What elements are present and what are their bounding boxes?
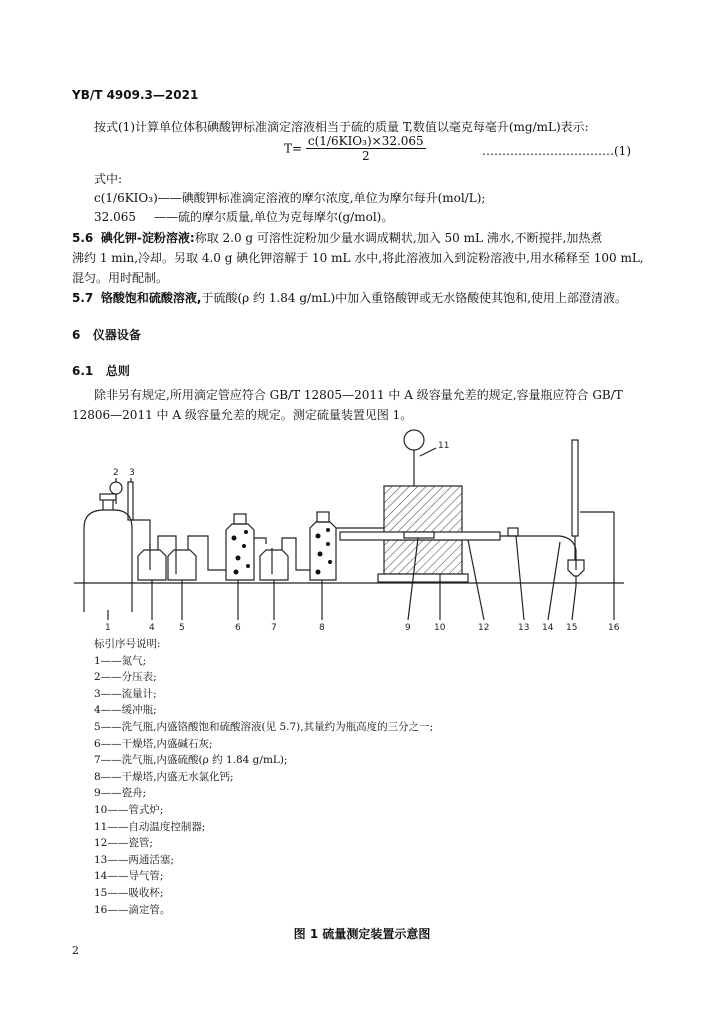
drying-tower (226, 524, 254, 580)
clause-number: 5.6 (72, 231, 94, 245)
label-12: 12 (478, 623, 490, 633)
legend-title: 标引序号说明: (94, 638, 161, 650)
apparatus-diagram (0, 420, 724, 660)
label-5: 5 (179, 623, 185, 633)
tube-furnace (384, 486, 462, 534)
label-11: 11 (438, 441, 450, 451)
burette (572, 440, 578, 536)
legend-item: 3——流量计; (94, 687, 157, 700)
two-way-valve (508, 528, 518, 536)
formula (284, 134, 426, 163)
definition-row (94, 206, 393, 228)
section-number: 6 (72, 328, 81, 342)
formula-lhs: T= (284, 141, 303, 156)
legend-item: 5——洗气瓶,内盛铬酸饱和硫酸溶液(见 5.7),其量约为瓶高度的三分之一; (94, 720, 434, 733)
legend-item: 2——分压表; (94, 671, 157, 684)
definition-symbol: c(1/6KIO₃) (94, 191, 158, 205)
legend-item: 13——两通活塞; (94, 853, 174, 866)
paragraph-line: 12806—2011 中 A 级容量允差的规定。测定硫量装置见图 1。 (72, 408, 413, 422)
wash-bottle (168, 550, 196, 580)
label-1: 1 (105, 623, 111, 633)
clause-title: 碘化钾-淀粉溶液: (100, 231, 195, 245)
label-10: 10 (434, 623, 446, 633)
page-number: 2 (72, 944, 79, 957)
clause-5-7 (72, 287, 627, 309)
section-6-1-heading (72, 362, 130, 379)
legend-item: 11——自动温度控制器; (94, 820, 206, 833)
buffer-bottle (138, 550, 166, 580)
label-3: 3 (129, 468, 135, 478)
equation-label: ……………………………(1) (482, 144, 631, 158)
formula-numerator: c(1/6KIO₃)×32.065 (307, 134, 424, 148)
label-2: 2 (113, 468, 119, 478)
label-4: 4 (149, 623, 155, 633)
temperature-controller (404, 430, 424, 450)
porcelain-boat (404, 532, 434, 538)
legend-item: 7——洗气瓶,内盛硫酸(ρ 约 1.84 g/mL); (94, 754, 288, 767)
label-15: 15 (566, 623, 578, 633)
legend (94, 636, 433, 918)
paragraph-line: 除非另有规定,所用滴定管应符合 GB/T 12805—2011 中 A 级容量允差的规定,容量瓶应符合 GB/T (94, 388, 623, 402)
clause-number: 5.7 (72, 291, 94, 305)
definition-text: ——碘酸钾标准滴定溶液的摩尔浓度,单位为摩尔每升(mol/L); (157, 191, 486, 205)
definition-symbol: 32.065 (94, 210, 136, 224)
clause-line: 于硫酸(ρ 约 1.84 g/mL)中加入重铬酸钾或无水铬酸使其饱和,使用上部澄清液。 (201, 291, 627, 305)
label-9: 9 (405, 623, 411, 633)
clause-line: 称取 2.0 g 可溶性淀粉加少量水调成糊状,加入 50 mL 沸水,不断搅拌,加热煮 (194, 231, 603, 245)
label-8: 8 (319, 623, 325, 633)
sulfuric-wash-bottle (260, 550, 288, 580)
section-number: 6.1 (72, 364, 94, 378)
legend-item: 16——滴定管。 (94, 903, 171, 916)
chloride-drying-tower (310, 522, 336, 580)
label-7: 7 (271, 623, 277, 633)
where-label: 式中: (94, 172, 123, 186)
definition-text: ——硫的摩尔质量,单位为克每摩尔(g/mol)。 (154, 210, 394, 224)
nitrogen-cylinder (84, 510, 132, 612)
formula-denominator: 2 (361, 149, 370, 163)
clause-line: 混匀。用时配制。 (72, 271, 169, 285)
legend-item: 1——氮气; (94, 654, 147, 667)
legend-item: 12——瓷管; (94, 837, 153, 850)
label-16: 16 (608, 623, 620, 633)
label-6: 6 (235, 623, 241, 633)
section-title: 仪器设备 (92, 328, 141, 342)
legend-item: 8——干燥塔,内盛无水氯化钙; (94, 770, 234, 783)
section-6-heading (72, 326, 141, 343)
pressure-gauge (110, 482, 122, 494)
legend-item: 10——管式炉; (94, 803, 164, 816)
label-13: 13 (518, 623, 530, 633)
legend-item: 15——吸收杯; (94, 886, 164, 899)
section-title: 总则 (105, 364, 130, 378)
flowmeter (128, 482, 133, 520)
label-14: 14 (542, 623, 554, 633)
clause-line: 沸约 1 min,冷却。另取 4.0 g 碘化钾溶解于 10 mL 水中,将此溶液加入到淀粉溶液中,用水稀释至 100 mL, (72, 251, 644, 265)
formula-intro: 按式(1)计算单位体积碘酸钾标准滴定溶液相当于硫的质量 T,数值以毫克每毫升(mg/mL)表示: (94, 120, 589, 134)
standard-code: YB/T 4909.3—2021 (72, 88, 199, 102)
clause-title: 铬酸饱和硫酸溶液, (100, 291, 202, 305)
legend-item: 6——干燥塔,内盛碱石灰; (94, 737, 213, 750)
formula-fraction (306, 134, 426, 163)
legend-item: 4——缓冲瓶; (94, 704, 157, 717)
legend-item: 14——导气管; (94, 870, 164, 883)
clause-5-6 (72, 227, 602, 249)
figure-caption: 图 1 硫量测定装置示意图 (293, 927, 431, 941)
legend-item: 9——瓷舟; (94, 787, 147, 800)
